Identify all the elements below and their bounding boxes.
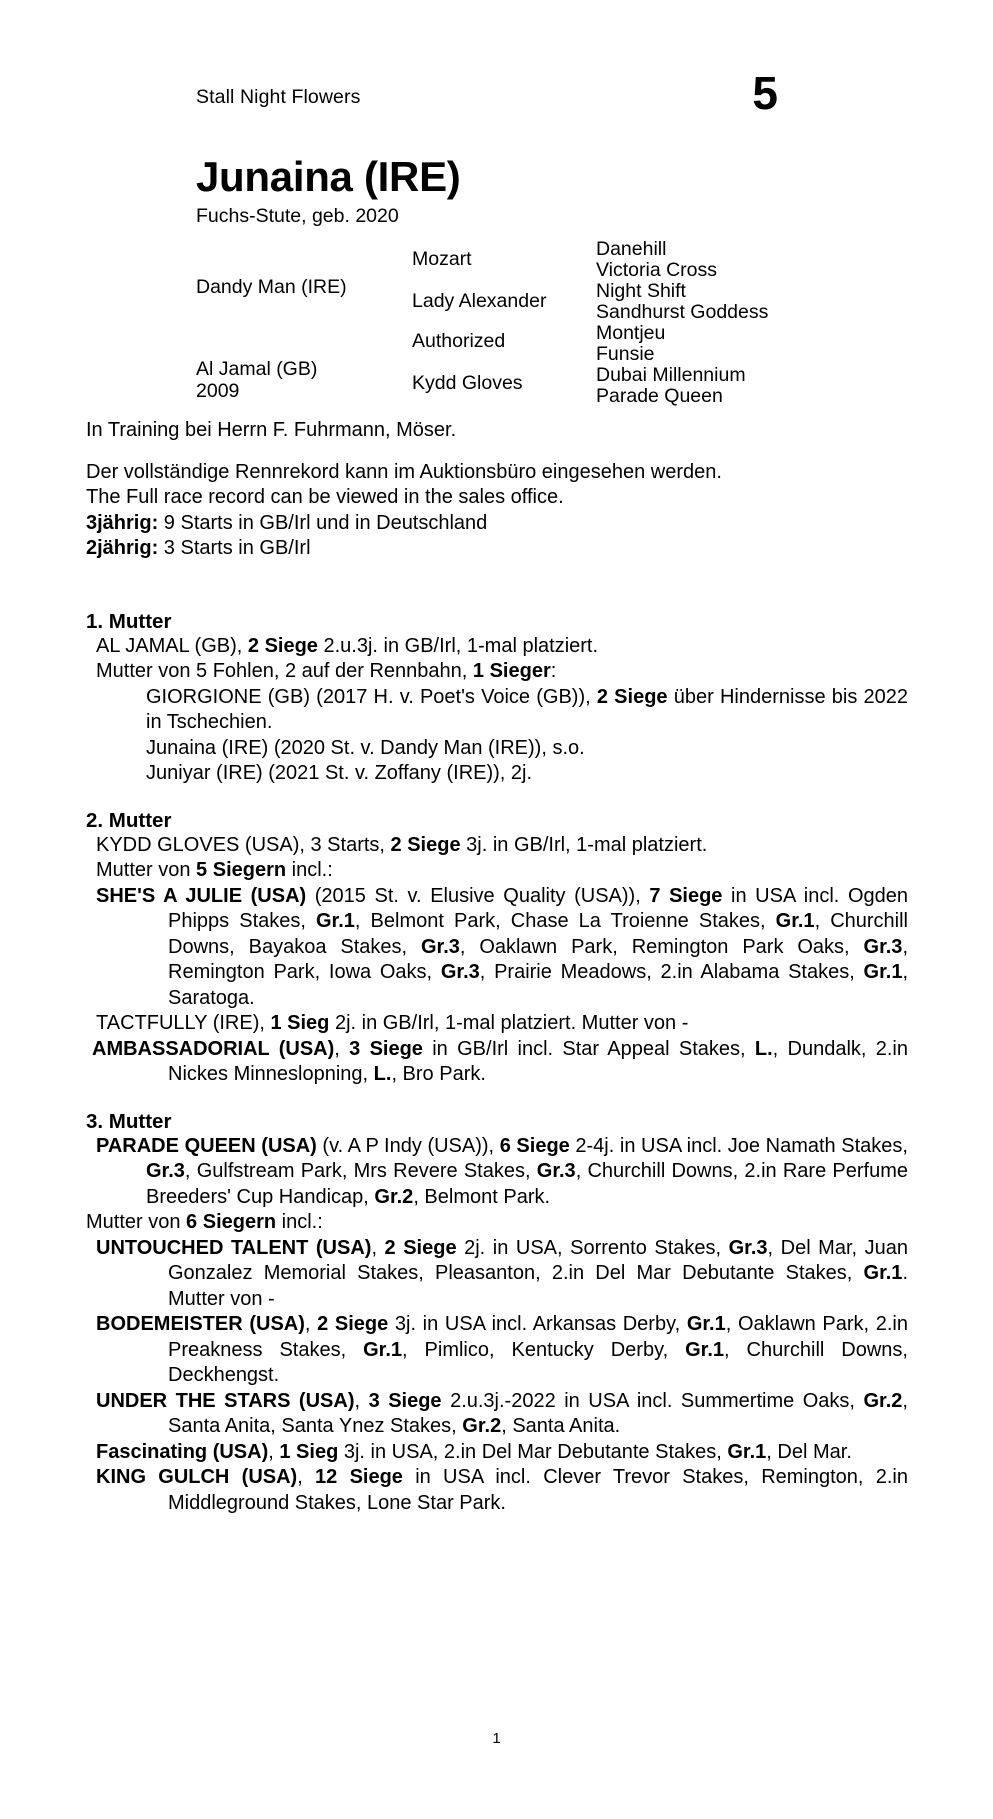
grade-badge: Gr.3 xyxy=(536,1160,576,1182)
progeny-name: BODEMEISTER (USA) xyxy=(96,1313,305,1335)
stall-label: Stall Night Flowers xyxy=(196,86,361,108)
dam1-summary xyxy=(86,634,908,660)
three-year-old-starts xyxy=(86,511,908,537)
grade-badge: Gr.1 xyxy=(775,910,815,932)
dam2-name: KYDD GLOVES (USA), 3 Starts, xyxy=(96,833,391,856)
pedigree-gen3-7: Dubai Millennium xyxy=(596,364,746,386)
progeny-detail: , xyxy=(354,1389,369,1412)
progeny-detail: 3j. in USA incl. Arkansas Derby, xyxy=(388,1313,687,1335)
dam3-progeny-fascinating xyxy=(86,1440,908,1466)
progeny-detail: , Remington Park, Iowa Oaks, xyxy=(168,935,908,983)
progeny-detail: (2015 St. v. Elusive Quality (USA)), xyxy=(306,884,650,907)
progeny-detail: , Oaklawn Park, Remington Park Oaks, xyxy=(459,935,864,958)
progeny-detail: 3j. in USA, 2.in Del Mar Debutante Stakes, xyxy=(338,1440,728,1463)
grade-badge: Gr.1 xyxy=(863,1262,903,1284)
dam2-progeny-tactfully xyxy=(86,1011,908,1037)
progeny-detail: , xyxy=(304,1313,318,1335)
dam3-name: PARADE QUEEN (USA) xyxy=(96,1134,317,1157)
section-heading-dam1: 1. Mutter xyxy=(86,609,172,633)
dam3-detail: , Belmont Park. xyxy=(413,1185,551,1208)
page-number: 1 xyxy=(492,1730,501,1747)
progeny-detail: . Mutter von - xyxy=(168,1262,908,1310)
progeny-detail: , Bro Park. xyxy=(391,1063,486,1085)
pedigree-dam-year: 2009 xyxy=(196,380,240,402)
progeny-detail: , Oaklawn Park, 2.in Preakness Stakes, xyxy=(168,1313,908,1361)
page-title: Junaina (IRE) xyxy=(196,153,461,200)
dam2-summary xyxy=(86,833,908,859)
progeny-detail: , xyxy=(268,1440,280,1463)
progeny-detail: , Belmont Park, Chase La Troienne Stakes, xyxy=(354,910,776,932)
dam3-summary xyxy=(86,1134,908,1211)
grade-badge: Gr.3 xyxy=(863,935,903,958)
grade-badge: Gr.2 xyxy=(374,1185,414,1208)
page-body xyxy=(86,418,908,1516)
progeny-detail: 2j. in GB/Irl, 1-mal platziert. Mutter von - xyxy=(329,1012,689,1034)
race-record-note-de: Der vollständige Rennrekord kann im Auktionsbüro eingesehen werden. xyxy=(86,460,722,483)
dam3-wins: 6 Siege xyxy=(499,1134,570,1157)
pedigree-sires-dam: Lady Alexander xyxy=(412,290,547,312)
pedigree-dam: Al Jamal (GB) xyxy=(196,358,318,380)
progeny-wins: 3 Siege xyxy=(349,1037,423,1060)
dam1-foal-giorgione xyxy=(86,685,908,736)
dam3-progeny-bodemeister xyxy=(86,1312,908,1389)
pedigree-dams-sire: Authorized xyxy=(412,330,506,352)
dam3-detail: , Gulfstream Park, Mrs Revere Stakes, xyxy=(184,1160,537,1182)
section-heading-dam3: 3. Mutter xyxy=(86,1109,172,1133)
lot-number: 5 xyxy=(752,67,778,119)
dam2-progeny-shes-a-julie xyxy=(86,884,908,1012)
grade-badge: Gr.1 xyxy=(363,1338,403,1361)
progeny-name: Fascinating (USA) xyxy=(96,1440,269,1463)
pedigree-sires-sire: Mozart xyxy=(412,248,472,270)
dam1-produce-summary xyxy=(86,659,908,685)
progeny-name: SHE'S A JULIE (USA) xyxy=(96,884,307,907)
dam3-produce-summary xyxy=(86,1210,908,1236)
foal-name: GIORGIONE (GB) (2017 H. v. Poet's Voice (GB)), xyxy=(146,685,597,708)
grade-badge: Gr.3 xyxy=(146,1160,185,1182)
training-note: In Training bei Herrn F. Fuhrmann, Möser. xyxy=(86,419,457,441)
dam3-produce-text: Mutter von xyxy=(86,1211,187,1233)
grade-badge: L. xyxy=(373,1063,392,1085)
progeny-detail: 2j. in USA, Sorrento Stakes, xyxy=(456,1236,729,1259)
progeny-detail: , Churchill Downs, Deckhengst. xyxy=(168,1338,908,1386)
progeny-wins: 3 Siege xyxy=(368,1389,442,1412)
grade-badge: Gr.3 xyxy=(440,961,480,983)
progeny-wins: 2 Siege xyxy=(317,1313,389,1335)
pedigree-gen3-8: Parade Queen xyxy=(596,385,723,407)
progeny-detail: , Pimlico, Kentucky Derby, xyxy=(402,1338,686,1361)
dam3-progeny-under-the-stars xyxy=(86,1389,908,1440)
progeny-name: TACTFULLY (IRE), xyxy=(96,1012,271,1034)
progeny-wins: 1 Sieg xyxy=(279,1440,339,1463)
foal-wins: 2 Siege xyxy=(596,685,668,708)
progeny-name: AMBASSADORIAL (USA) xyxy=(92,1037,335,1060)
dam1-wins: 2 Siege xyxy=(247,634,318,657)
dam2-wins: 2 Siege xyxy=(390,833,461,856)
dam3-detail: (v. A P Indy (USA)), xyxy=(316,1134,500,1157)
progeny-detail: , Del Mar, Juan Gonzalez Memorial Stakes, Pleasanton, 2.in Del Mar Debutante Stakes, xyxy=(168,1236,908,1284)
dam2-wins-detail: 3j. in GB/Irl, 1-mal platziert. xyxy=(460,833,708,856)
pedigree-table xyxy=(196,238,976,407)
grade-badge: Gr.3 xyxy=(420,935,460,958)
dam2-produce-summary xyxy=(86,858,908,884)
dam2-produce-text: Mutter von xyxy=(96,859,197,881)
dam3-progeny-untouched-talent xyxy=(86,1236,908,1313)
progeny-detail: , Del Mar. xyxy=(766,1440,852,1463)
two-year-old-label: 2jährig: xyxy=(86,537,159,559)
progeny-detail: , xyxy=(334,1037,350,1060)
pedigree-sire: Dandy Man (IRE) xyxy=(196,276,347,298)
progeny-detail: in USA incl. Clever Trevor Stakes, Remington, 2.in Middleground Stakes, Lone Star Park. xyxy=(168,1466,908,1514)
pedigree-gen3-6: Funsie xyxy=(596,343,655,365)
pedigree-gen3-1: Danehill xyxy=(596,238,667,260)
two-year-old-starts xyxy=(86,536,908,562)
page-footer xyxy=(0,1730,993,1747)
progeny-detail: , xyxy=(371,1236,385,1259)
dam1-wins-detail: 2.u.3j. in GB/Irl, 1-mal platziert. xyxy=(317,634,599,657)
dam1-name: AL JAMAL (GB), xyxy=(96,634,248,657)
grade-badge: Gr.2 xyxy=(462,1415,502,1437)
dam2-produce-incl: incl.: xyxy=(286,859,333,881)
two-year-old-text: 3 Starts in GB/Irl xyxy=(158,537,311,559)
section-heading-dam2: 2. Mutter xyxy=(86,808,172,832)
progeny-detail: 2.u.3j.-2022 in USA incl. Summertime Oaks, xyxy=(441,1389,864,1412)
progeny-name: KING GULCH (USA) xyxy=(96,1466,298,1488)
grade-badge: Gr.1 xyxy=(727,1440,767,1463)
dam1-produce-text: Mutter von 5 Fohlen, 2 auf der Rennbahn, xyxy=(96,660,473,682)
foal-detail: über Hindernisse bis 2022 in Tschechien. xyxy=(146,685,909,733)
progeny-detail: , Santa Anita. xyxy=(501,1415,621,1437)
race-record-note-en: The Full race record can be viewed in the sales office. xyxy=(86,486,564,508)
dam3-progeny-king-gulch xyxy=(86,1465,908,1516)
progeny-detail: , xyxy=(297,1466,316,1488)
grade-badge: L. xyxy=(754,1037,773,1060)
grade-badge: Gr.1 xyxy=(685,1338,725,1361)
dam1-foal-junaina: Junaina (IRE) (2020 St. v. Dandy Man (IRE)), s.o. xyxy=(146,736,585,759)
progeny-detail: in USA incl. Ogden Phipps Stakes, xyxy=(168,884,908,932)
dam2-progeny-ambassadorial xyxy=(86,1037,908,1088)
progeny-wins: 12 Siege xyxy=(315,1466,403,1488)
three-year-old-text: 9 Starts in GB/Irl und in Deutschland xyxy=(158,511,488,534)
progeny-wins: 1 Sieg xyxy=(270,1012,330,1034)
page-header xyxy=(0,67,993,138)
progeny-detail: , Churchill Downs, Bayakoa Stakes, xyxy=(168,910,908,958)
pedigree-gen3-2: Victoria Cross xyxy=(596,259,718,281)
three-year-old-label: 3jährig: xyxy=(86,511,159,534)
grade-badge: Gr.1 xyxy=(863,961,903,983)
progeny-name: UNTOUCHED TALENT (USA) xyxy=(96,1236,372,1259)
progeny-wins: 2 Siege xyxy=(384,1236,457,1259)
progeny-detail: , Prairie Meadows, 2.in Alabama Stakes, xyxy=(479,961,864,983)
pedigree-gen3-5: Montjeu xyxy=(596,322,666,344)
horse-description: Fuchs-Stute, geb. 2020 xyxy=(196,205,399,228)
progeny-detail: in GB/Irl incl. Star Appeal Stakes, xyxy=(422,1037,755,1060)
progeny-wins: 7 Siege xyxy=(649,884,723,907)
progeny-name: UNDER THE STARS (USA) xyxy=(96,1389,355,1412)
dam1-produce-colon: : xyxy=(550,660,557,682)
dam3-produce-incl: incl.: xyxy=(276,1211,323,1233)
dam2-winner-count: 5 Siegern xyxy=(196,859,287,881)
grade-badge: Gr.1 xyxy=(316,910,355,932)
progeny-detail: , Santa Anita, Santa Ynez Stakes, xyxy=(168,1389,908,1437)
pedigree-gen3-4: Sandhurst Goddess xyxy=(596,301,769,323)
dam3-detail: 2-4j. in USA incl. Joe Namath Stakes, xyxy=(569,1134,908,1157)
dam1-foal-juniyar: Juniyar (IRE) (2021 St. v. Zoffany (IRE)), 2j. xyxy=(146,762,533,784)
grade-badge: Gr.3 xyxy=(728,1236,768,1259)
progeny-detail: , Saratoga. xyxy=(168,961,909,1009)
dam3-winner-count: 6 Siegern xyxy=(186,1211,277,1233)
grade-badge: Gr.2 xyxy=(863,1389,903,1412)
pedigree-dams-dam: Kydd Gloves xyxy=(412,372,523,394)
title-block xyxy=(196,155,460,228)
pedigree-gen3-3: Night Shift xyxy=(596,280,686,302)
dam1-winner-count: 1 Sieger xyxy=(472,660,551,682)
grade-badge: Gr.1 xyxy=(686,1313,726,1335)
dam3-detail: , Churchill Downs, 2.in Rare Perfume Breeders' Cup Handicap, xyxy=(146,1160,909,1208)
progeny-detail: , Dundalk, 2.in Nickes Minneslopning, xyxy=(168,1037,909,1085)
